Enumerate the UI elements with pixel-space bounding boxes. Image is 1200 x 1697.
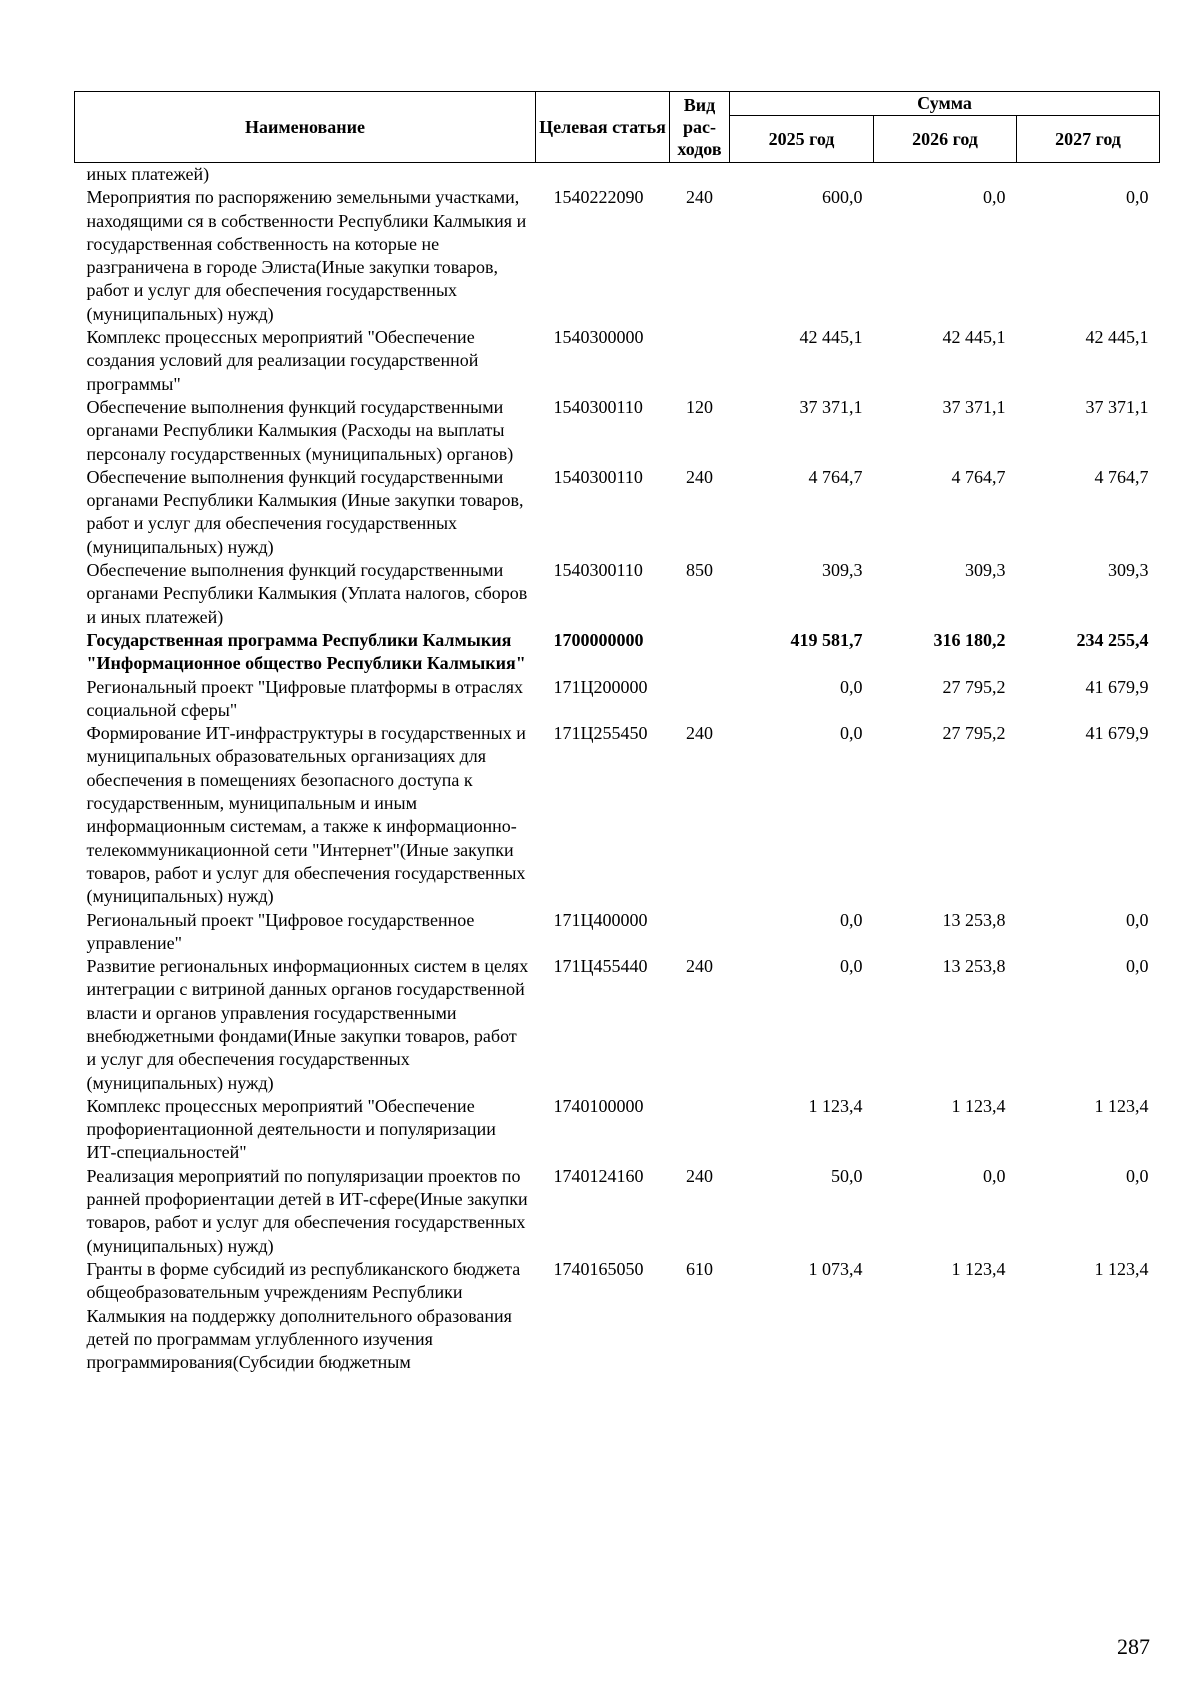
row-sum-2026-cell: 309,3 (965, 560, 1006, 581)
row-sum-2027-cell: 37 371,1 (1085, 396, 1149, 417)
row-sum-2027-cell: 0,0 (1126, 909, 1149, 930)
row-name-cell: Региональный проект "Цифровое государственное управление" (86, 909, 475, 953)
table-row (75, 676, 1160, 723)
row-sum-2027-cell: 234 255,4 (1076, 629, 1149, 650)
row-sum-2026-cell: 4 764,7 (951, 466, 1006, 487)
table-row (75, 559, 1160, 629)
row-kind-cell (670, 909, 730, 956)
row-sum-2025-cell: 0,0 (840, 909, 863, 930)
row-sum-2027-cell: 42 445,1 (1085, 327, 1149, 348)
row-kind-cell: 610 (686, 1258, 713, 1279)
row-article-cell: 171Ц255450 (553, 723, 648, 744)
row-article-cell: 1700000000 (553, 629, 644, 650)
page-number: 287 (1117, 1634, 1150, 1659)
row-sum-2025-cell: 0,0 (840, 956, 863, 977)
row-sum-2025-cell: 42 445,1 (799, 327, 863, 348)
row-sum-2026-cell: 37 371,1 (942, 396, 1006, 417)
row-sum-2027-cell: 1 123,4 (1094, 1258, 1149, 1279)
row-name-cell: Развитие региональных информационных систем в целях интеграции с витриной данных органов государственной власти и органов управления государственными внебюджетными фондами(Иные закупки товаров, работ и услуг для обеспечения государственных (муниципальных) нужд) (86, 956, 529, 1093)
row-kind-cell: 240 (686, 187, 713, 208)
table-body (75, 163, 1160, 1375)
table-row (75, 163, 1160, 187)
budget-table (74, 91, 1160, 1374)
table-row (75, 1258, 1160, 1374)
row-sum-2025-cell: 37 371,1 (799, 396, 863, 417)
row-sum-2026-cell: 0,0 (983, 187, 1006, 208)
table-row (75, 722, 1160, 908)
row-sum-2027-cell: 0,0 (1126, 1165, 1149, 1186)
header-article: Целевая статья (536, 92, 670, 163)
header-year-2025: 2025 год (730, 116, 874, 163)
row-name-cell: Обеспечение выполнения функций государственными органами Республики Калмыкия (Уплата налогов, сборов и иных платежей) (86, 560, 528, 627)
row-article-cell: 1540222090 (553, 187, 644, 208)
row-article-cell: 1540300110 (553, 396, 643, 417)
row-sum-2025-cell: 419 581,7 (790, 629, 863, 650)
row-name-cell: Комплекс процессных мероприятий "Обеспечение профориентационной деятельности и популяризации ИТ-специальностей" (86, 1095, 496, 1163)
header-year-2027: 2027 год (1017, 116, 1160, 163)
row-sum-2025-cell: 600,0 (822, 187, 863, 208)
table-header (75, 92, 1160, 163)
row-sum-2026-cell: 1 123,4 (951, 1095, 1006, 1116)
row-sum-2027-cell: 41 679,9 (1085, 676, 1149, 697)
row-sum-2027-cell: 41 679,9 (1085, 723, 1149, 744)
row-sum-2027-cell: 309,3 (1108, 560, 1149, 581)
table-row (75, 629, 1160, 676)
row-name-cell: Обеспечение выполнения функций государственными органами Республики Калмыкия (Расходы на выплаты персоналу государственных (муниципальных) органов) (86, 396, 514, 464)
row-article-cell: 171Ц400000 (553, 909, 648, 930)
row-kind-cell: 240 (686, 723, 713, 744)
row-sum-2026-cell: 27 795,2 (942, 723, 1006, 744)
row-kind-cell (670, 163, 730, 187)
row-name-cell: иных платежей) (86, 164, 210, 184)
row-sum-2026-cell (874, 163, 1017, 187)
row-article-cell: 1540300110 (553, 466, 643, 487)
row-sum-2026-cell: 316 180,2 (933, 629, 1006, 650)
row-name-cell: Формирование ИТ-инфраструктуры в государственных и муниципальных образовательных организациях для обеспечения в помещениях безопасного доступа к государственным, муниципальным и иным информационным системам, а также к информационно-телекоммуникационной сети "Интернет"(Иные закупки товаров, работ и услуг для обеспечения государственных (муниципальных) нужд) (86, 723, 526, 907)
row-article-cell: 1540300000 (553, 327, 644, 348)
row-name-cell: Региональный проект "Цифровые платформы в отраслях социальной сферы" (86, 676, 524, 720)
header-year-2026: 2026 год (874, 116, 1017, 163)
row-sum-2027-cell (1017, 163, 1160, 187)
row-name-cell: Государственная программа Республики Калмыкия "Информационное общество Республики Калмыкия" (86, 629, 526, 674)
row-sum-2026-cell: 13 253,8 (942, 909, 1006, 930)
table-row (75, 1095, 1160, 1165)
table-row (75, 186, 1160, 326)
row-kind-cell (670, 1095, 730, 1165)
row-sum-2026-cell: 0,0 (983, 1165, 1006, 1186)
row-name-cell: Реализация мероприятий по популяризации проектов по ранней профориентации детей в ИТ-сфере(Иные закупки товаров, работ и услуг для обеспечения государственных (муниципальных) нужд) (86, 1165, 528, 1256)
row-name-cell: Обеспечение выполнения функций государственными органами Республики Калмыкия (Иные закупки товаров, работ и услуг для обеспечения государственных (муниципальных) нужд) (86, 466, 524, 557)
row-sum-2026-cell: 13 253,8 (942, 956, 1006, 977)
row-article-cell: 1740100000 (553, 1095, 644, 1116)
row-sum-2025-cell (730, 163, 874, 187)
row-sum-2025-cell: 1 123,4 (808, 1095, 863, 1116)
row-kind-cell (670, 676, 730, 723)
header-kind: Вид рас-ходов (670, 92, 730, 163)
row-sum-2027-cell: 0,0 (1126, 956, 1149, 977)
table-row (75, 466, 1160, 559)
row-sum-2025-cell: 0,0 (840, 676, 863, 697)
table-row (75, 1165, 1160, 1258)
row-kind-cell (670, 326, 730, 396)
row-article-cell (536, 163, 670, 187)
row-sum-2025-cell: 309,3 (822, 560, 863, 581)
table-row (75, 326, 1160, 396)
row-name-cell: Комплекс процессных мероприятий "Обеспечение создания условий для реализации государственной программы" (86, 327, 479, 394)
row-kind-cell: 240 (686, 1165, 713, 1186)
row-name-cell: Гранты в форме субсидий из республиканского бюджета общеобразовательным учреждениям Республики Калмыкия на поддержку дополнительного образования детей по программам углубленного изучения программирования(Субсидии бюджетным (86, 1258, 521, 1373)
row-sum-2025-cell: 4 764,7 (808, 466, 863, 487)
row-kind-cell: 850 (686, 560, 713, 581)
row-article-cell: 1740165050 (553, 1258, 644, 1279)
row-sum-2027-cell: 0,0 (1126, 187, 1149, 208)
row-sum-2026-cell: 1 123,4 (951, 1258, 1006, 1279)
row-sum-2027-cell: 1 123,4 (1094, 1095, 1149, 1116)
row-kind-cell: 240 (686, 466, 713, 487)
row-name-cell: Мероприятия по распоряжению земельными участками, находящими ся в собственности Республики Калмыкия и государственная собственность на которые не разграничена в городе Элиста(Иные закупки товаров, работ и услуг для обеспечения государственных (муниципальных) нужд) (86, 187, 527, 324)
header-sum: Сумма (730, 92, 1160, 116)
header-name: Наименование (75, 92, 536, 163)
row-sum-2026-cell: 42 445,1 (942, 327, 1006, 348)
row-kind-cell: 120 (686, 396, 713, 417)
row-kind-cell (670, 629, 730, 676)
row-sum-2025-cell: 50,0 (831, 1165, 863, 1186)
row-sum-2025-cell: 1 073,4 (808, 1258, 863, 1279)
table-row (75, 955, 1160, 1095)
row-sum-2025-cell: 0,0 (840, 723, 863, 744)
table-row (75, 909, 1160, 956)
row-article-cell: 171Ц200000 (553, 676, 648, 697)
table-row (75, 396, 1160, 466)
row-article-cell: 171Ц455440 (553, 956, 648, 977)
row-sum-2026-cell: 27 795,2 (942, 676, 1006, 697)
row-article-cell: 1740124160 (553, 1165, 644, 1186)
row-kind-cell: 240 (686, 956, 713, 977)
row-article-cell: 1540300110 (553, 560, 643, 581)
row-sum-2027-cell: 4 764,7 (1094, 466, 1149, 487)
